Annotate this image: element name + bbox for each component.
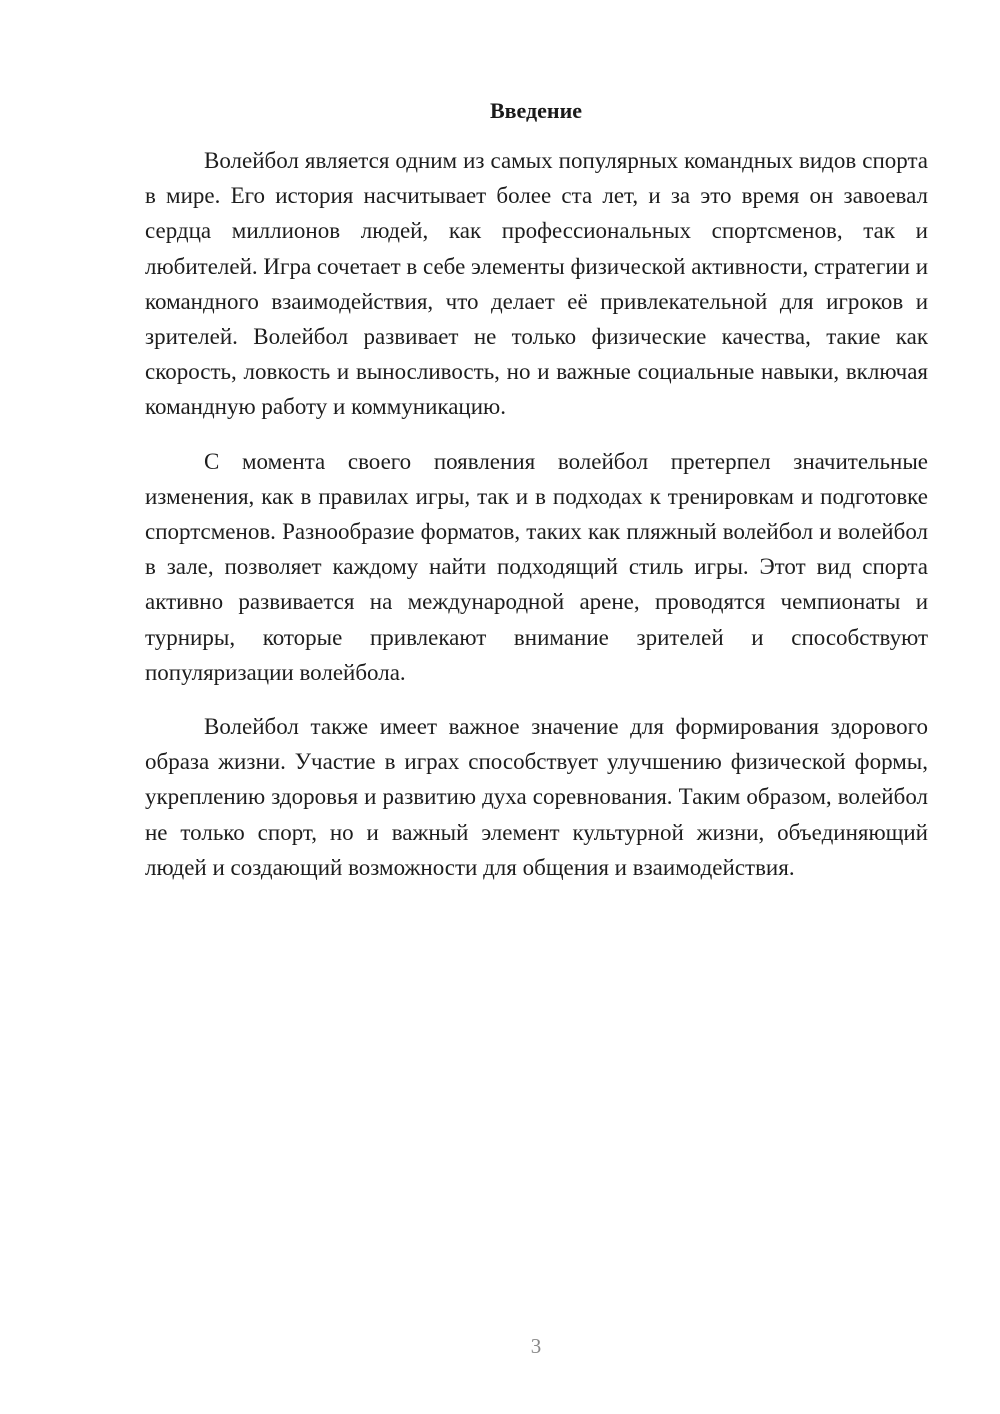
body-text xyxy=(145,143,928,904)
paragraph-2: С момента своего появления волейбол претерпел значительные изменения, как в правилах игры, так и в подходах к тренировкам и подготовке спортсменов. Разнообразие форматов, таких как пляжный волейбол и волейбол в зале, позволяет каждому найти подходящий стиль игры. Этот вид спорта активно развивается на международной арене, проводятся чемпионаты и турниры, которые привлекают внимание зрителей и способствуют популяризации волейбола. xyxy=(145,448,928,685)
paragraph-3: Волейбол также имеет важное значение для формирования здорового образа жизни. Участие в играх способствует улучшению физической формы, укреплению здоровья и развитию духа соревнования. Таким образом, волейбол не только спорт, но и важный элемент культурной жизни, объединяющий людей и создающий возможности для общения и взаимодействия. xyxy=(145,714,928,880)
paragraph-1: Волейбол является одним из самых популярных командных видов спорта в мире. Его история насчитывает более ста лет, и за это время он завоевал сердца миллионов людей, как профессиональных спортсменов, так и любителей. Игра сочетает в себе элементы физической активности, стратегии и командного взаимодействия, что делает её привлекательной для игроков и зрителей. Волейбол развивает не только физические качества, такие как скорость, ловкость и выносливость, но и важные социальные навыки, включая командную работу и коммуникацию. xyxy=(145,148,928,420)
page-title: Введение xyxy=(489,98,583,123)
page-number: 3 xyxy=(530,1334,542,1358)
